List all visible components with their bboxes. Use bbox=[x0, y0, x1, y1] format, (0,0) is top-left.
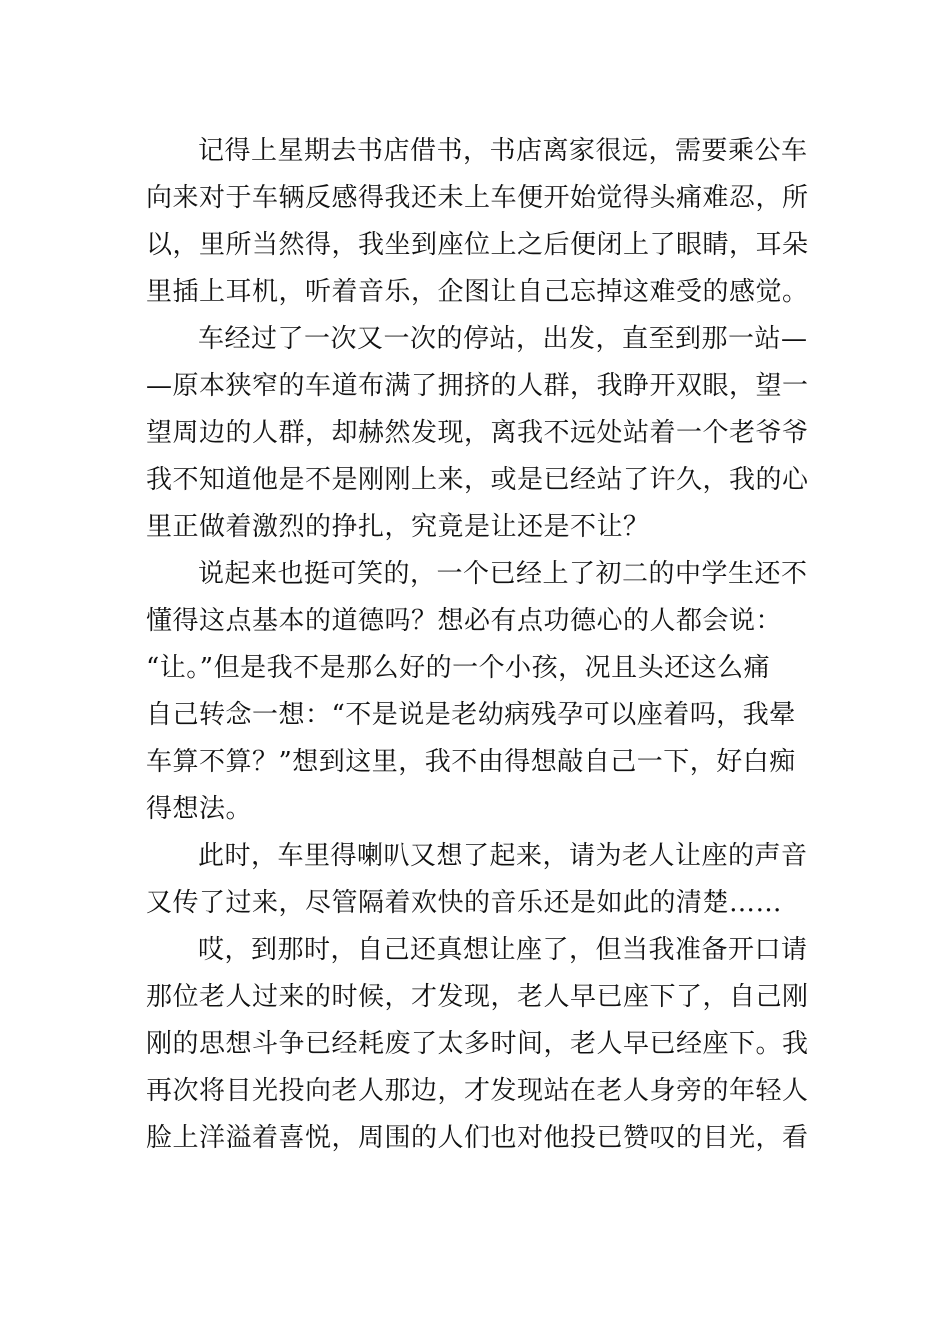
text-line: 向来对于车辆反感得我还未上车便开始觉得头痛难忍，所 bbox=[146, 183, 809, 213]
text-line: 我不知道他是不是刚刚上来，或是已经站了许久，我的心 bbox=[146, 465, 809, 495]
text-line: 望周边的人群，却赫然发现，离我不远处站着一个老爷爷 bbox=[146, 418, 809, 448]
text-line: 此时，车里得喇叭又想了起来，请为老人让座的声音 bbox=[198, 841, 808, 871]
paragraph-1 bbox=[146, 128, 816, 316]
paragraph-5 bbox=[146, 927, 816, 1162]
text-line: 以，里所当然得，我坐到座位上之后便闭上了眼睛，耳朵 bbox=[146, 230, 809, 260]
text-line: 里插上耳机，听着音乐，企图让自己忘掉这难受的感觉。 bbox=[146, 277, 809, 307]
text-line: “让。”但是我不是那么好的一个小孩，况且头还这么痛 bbox=[146, 653, 771, 683]
paragraph-4 bbox=[146, 833, 816, 927]
paragraph-3 bbox=[146, 551, 816, 833]
text-line: 得想法。 bbox=[146, 794, 253, 824]
text-line: 刚的思想斗争已经耗废了太多时间，老人早已经座下。我 bbox=[146, 1029, 809, 1059]
text-line: 车经过了一次又一次的停站，出发，直至到那一站— bbox=[198, 324, 808, 354]
text-line: 哎，到那时，自己还真想让座了，但当我准备开口请 bbox=[198, 935, 808, 965]
text-line: 那位老人过来的时候，才发现，老人早已座下了，自己刚 bbox=[146, 982, 809, 1012]
document-body bbox=[146, 128, 816, 1162]
text-line: 车算不算？”想到这里，我不由得想敲自己一下，好白痴 bbox=[146, 747, 796, 777]
text-line: 里正做着激烈的挣扎，究竟是让还是不让？ bbox=[146, 512, 650, 542]
paragraph-2 bbox=[146, 316, 816, 551]
text-line: 记得上星期去书店借书，书店离家很远，需要乘公车 bbox=[198, 136, 808, 166]
text-line: 说起来也挺可笑的，一个已经上了初二的中学生还不 bbox=[198, 559, 808, 589]
text-line: 又传了过来，尽管隔着欢快的音乐还是如此的清楚…… bbox=[146, 888, 783, 918]
text-line: 脸上洋溢着喜悦，周围的人们也对他投已赞叹的目光，看 bbox=[146, 1123, 809, 1153]
text-line: 自己转念一想：“不是说是老幼病残孕可以座着吗，我晕 bbox=[146, 700, 796, 730]
text-line: —原本狭窄的车道布满了拥挤的人群，我睁开双眼，望一 bbox=[146, 371, 809, 401]
text-line: 再次将目光投向老人那边，才发现站在老人身旁的年轻人 bbox=[146, 1076, 809, 1106]
text-line: 懂得这点基本的道德吗？想必有点功德心的人都会说： bbox=[146, 606, 783, 636]
